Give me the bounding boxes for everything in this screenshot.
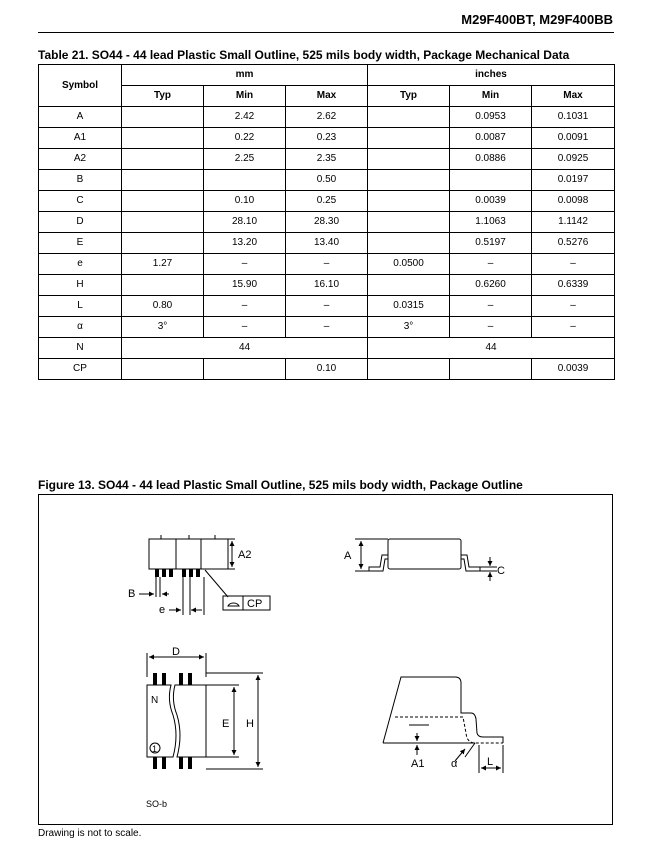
value-cell: [122, 149, 204, 170]
document-header-title: M29F400BT, M29F400BB: [461, 12, 613, 27]
table-row: [39, 191, 615, 212]
table-row: [39, 254, 615, 275]
value-cell: [122, 128, 204, 149]
side-profile-view: [355, 539, 497, 581]
symbol-cell: N: [39, 338, 122, 359]
value-cell: [368, 233, 450, 254]
value-cell: –: [286, 254, 368, 275]
symbol-cell: A2: [39, 149, 122, 170]
value-cell: 0.0925: [532, 149, 615, 170]
value-cell: [368, 359, 450, 380]
value-cell: 13.20: [204, 233, 286, 254]
value-cell: 3°: [122, 317, 204, 338]
value-cell: 3°: [368, 317, 450, 338]
drawing-code: SO-b: [146, 799, 168, 809]
value-cell: 0.0039: [450, 191, 532, 212]
value-cell: –: [532, 254, 615, 275]
table-row: [39, 212, 615, 233]
value-cell: 16.10: [286, 275, 368, 296]
inches-min-header: Min: [450, 86, 532, 107]
mm-n-cell: 44: [122, 338, 368, 359]
value-cell: 0.0091: [532, 128, 615, 149]
value-cell: 2.42: [204, 107, 286, 128]
value-cell: 15.90: [204, 275, 286, 296]
mm-header: mm: [122, 65, 368, 86]
value-cell: 28.30: [286, 212, 368, 233]
table-row: [39, 170, 615, 191]
value-cell: 0.80: [122, 296, 204, 317]
value-cell: 0.0197: [532, 170, 615, 191]
value-cell: [368, 128, 450, 149]
figure-caption: Figure 13. SO44 - 44 lead Plastic Small Outline, 525 mils body width, Package Outline: [38, 478, 523, 492]
label-c: C: [497, 565, 505, 577]
value-cell: 0.10: [204, 191, 286, 212]
table-row: [39, 128, 615, 149]
value-cell: [368, 275, 450, 296]
label-a2: A2: [238, 549, 252, 561]
label-pin1: 1: [152, 744, 158, 754]
package-outline-figure: [38, 494, 613, 825]
label-alpha: α: [451, 758, 458, 770]
value-cell: [368, 170, 450, 191]
inches-n-cell: 44: [368, 338, 615, 359]
table-row: [39, 149, 615, 170]
top-view: [147, 653, 263, 769]
value-cell: 0.0039: [532, 359, 615, 380]
value-cell: [122, 212, 204, 233]
label-h: H: [246, 718, 254, 730]
value-cell: 0.0087: [450, 128, 532, 149]
value-cell: [122, 170, 204, 191]
mm-max-header: Max: [286, 86, 368, 107]
value-cell: –: [450, 254, 532, 275]
value-cell: [122, 233, 204, 254]
inches-max-header: Max: [532, 86, 615, 107]
symbol-cell: CP: [39, 359, 122, 380]
value-cell: 0.0953: [450, 107, 532, 128]
label-e-pitch: e: [159, 604, 166, 616]
value-cell: [122, 359, 204, 380]
symbol-cell: C: [39, 191, 122, 212]
label-l: L: [487, 756, 494, 768]
value-cell: 13.40: [286, 233, 368, 254]
value-cell: 1.1142: [532, 212, 615, 233]
value-cell: [450, 359, 532, 380]
value-cell: –: [450, 296, 532, 317]
label-d: D: [172, 646, 180, 658]
value-cell: [368, 149, 450, 170]
inches-header: inches: [368, 65, 615, 86]
table-row: [39, 296, 615, 317]
value-cell: –: [204, 317, 286, 338]
value-cell: 0.22: [204, 128, 286, 149]
value-cell: 0.1031: [532, 107, 615, 128]
value-cell: –: [532, 317, 615, 338]
value-cell: 0.0315: [368, 296, 450, 317]
value-cell: 0.0500: [368, 254, 450, 275]
symbol-cell: A1: [39, 128, 122, 149]
value-cell: 2.35: [286, 149, 368, 170]
symbol-cell: α: [39, 317, 122, 338]
table-row: [39, 275, 615, 296]
symbol-cell: E: [39, 233, 122, 254]
value-cell: 28.10: [204, 212, 286, 233]
symbol-cell: e: [39, 254, 122, 275]
value-cell: 0.0098: [532, 191, 615, 212]
value-cell: [122, 275, 204, 296]
value-cell: [122, 107, 204, 128]
value-cell: –: [204, 254, 286, 275]
table-row: [39, 359, 615, 380]
value-cell: 0.6260: [450, 275, 532, 296]
table-row-n: [39, 338, 615, 359]
value-cell: 2.62: [286, 107, 368, 128]
label-cp: CP: [247, 598, 263, 610]
value-cell: 0.10: [286, 359, 368, 380]
symbol-header: Symbol: [39, 65, 122, 107]
inches-typ-header: Typ: [368, 86, 450, 107]
value-cell: [368, 107, 450, 128]
mechanical-data-table: [38, 64, 615, 380]
scale-footnote: Drawing is not to scale.: [38, 828, 142, 839]
value-cell: 0.5197: [450, 233, 532, 254]
value-cell: [368, 212, 450, 233]
value-cell: 0.23: [286, 128, 368, 149]
label-e-body: E: [222, 718, 230, 730]
value-cell: –: [286, 296, 368, 317]
package-outline-drawing: [39, 495, 614, 826]
symbol-cell: A: [39, 107, 122, 128]
label-b: B: [128, 588, 136, 600]
mm-min-header: Min: [204, 86, 286, 107]
header-divider: [38, 32, 614, 33]
lead-detail-view: [383, 677, 503, 773]
value-cell: 0.6339: [532, 275, 615, 296]
label-a1: A1: [411, 758, 425, 770]
value-cell: 2.25: [204, 149, 286, 170]
value-cell: –: [286, 317, 368, 338]
value-cell: [122, 191, 204, 212]
value-cell: 1.1063: [450, 212, 532, 233]
value-cell: –: [532, 296, 615, 317]
value-cell: [368, 191, 450, 212]
table-row: [39, 317, 615, 338]
value-cell: 0.50: [286, 170, 368, 191]
value-cell: [204, 359, 286, 380]
value-cell: –: [450, 317, 532, 338]
symbol-cell: H: [39, 275, 122, 296]
label-n: N: [151, 695, 159, 706]
mm-typ-header: Typ: [122, 86, 204, 107]
value-cell: –: [204, 296, 286, 317]
table-row: [39, 233, 615, 254]
symbol-cell: D: [39, 212, 122, 233]
table-caption: Table 21. SO44 - 44 lead Plastic Small Outline, 525 mils body width, Package Mechanical Data: [38, 48, 570, 62]
value-cell: 0.5276: [532, 233, 615, 254]
value-cell: 0.25: [286, 191, 368, 212]
symbol-cell: B: [39, 170, 122, 191]
table-row: [39, 107, 615, 128]
label-a: A: [344, 550, 352, 562]
value-cell: 0.0886: [450, 149, 532, 170]
value-cell: [204, 170, 286, 191]
value-cell: [450, 170, 532, 191]
value-cell: 1.27: [122, 254, 204, 275]
symbol-cell: L: [39, 296, 122, 317]
